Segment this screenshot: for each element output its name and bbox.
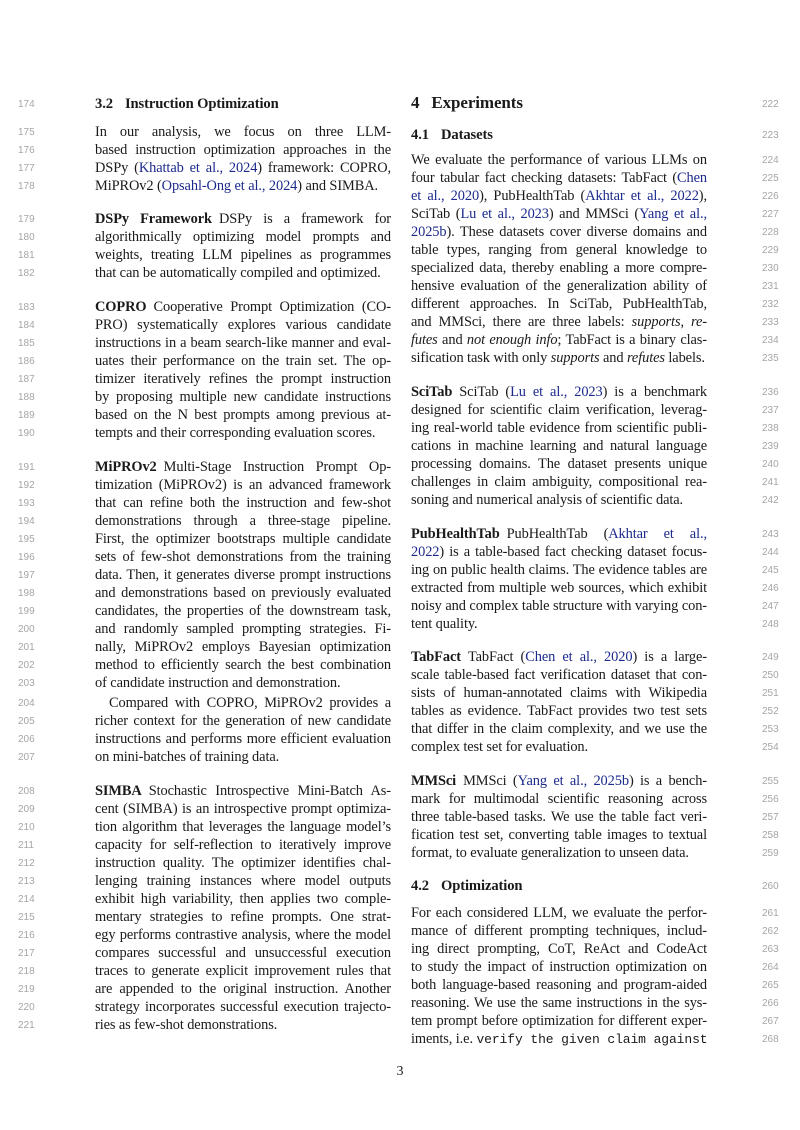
body-line: are appended to the original instruction. Another (95, 981, 391, 997)
body-line: three table-based tasks. We use the table fact veri- (411, 809, 707, 825)
body-line (411, 648, 707, 666)
body-line (95, 298, 391, 316)
body-line: ries as few-shot demonstrations. (95, 1017, 278, 1033)
line-number: 218 (18, 966, 35, 977)
body-line (95, 782, 391, 800)
body-line (411, 331, 707, 349)
body-line: cations in machine learning and natural language (411, 438, 707, 454)
text-span: ) and MMSci ( (548, 206, 640, 222)
line-number: 222 (762, 99, 779, 110)
line-number: 234 (762, 335, 779, 346)
body-line: challenges in claim ambiguity, compositional rea- (411, 474, 707, 490)
line-number: 243 (762, 529, 779, 540)
label-term: refutes (626, 350, 665, 366)
text-span: Multi-Stage Instruction Prompt Op- (163, 459, 391, 475)
text-span: Stochastic Introspective Mini-Batch As- (148, 783, 391, 799)
line-number: 246 (762, 583, 779, 594)
text-span: MiPROv2 ( (95, 178, 162, 194)
body-line: complex test set for evaluation. (411, 739, 589, 755)
section-title: Datasets (440, 127, 493, 143)
section-number: 4 (411, 93, 420, 112)
body-line: capacity for self-reflection to iteratively improve (95, 837, 391, 853)
text-span: ) is a table-based fact checking dataset focus- (439, 544, 707, 560)
body-line: soning and numerical analysis of scientific data. (411, 492, 684, 508)
text-span: ) and SIMBA. (297, 178, 379, 194)
body-line: algorithmically optimizing model prompts and (95, 229, 391, 245)
line-number: 189 (18, 410, 35, 421)
body-line (411, 383, 707, 401)
line-number: 178 (18, 181, 35, 192)
body-line: tables as evidence. TabFact provides two test sets (411, 703, 707, 719)
line-number: 205 (18, 716, 35, 727)
body-line: noisy and complex table structure with varying con- (411, 598, 707, 614)
body-line (95, 210, 391, 228)
line-number: 255 (762, 776, 779, 787)
body-line: scale table-based fact verification dataset that con- (411, 667, 707, 683)
paragraph-heading: MMSci (411, 773, 457, 789)
section-title: Experiments (431, 93, 523, 112)
text-span: SciTab ( (459, 384, 511, 400)
body-line: instructions in a beam search-like manner and eval- (95, 335, 391, 351)
line-number: 266 (762, 998, 779, 1009)
text-span: ), (698, 188, 707, 204)
body-line: For each considered LLM, we evaluate the perfor- (411, 905, 707, 921)
line-number: 240 (762, 459, 779, 470)
section-heading-3-2 (95, 95, 391, 113)
line-number: 232 (762, 299, 779, 310)
body-line (411, 543, 707, 561)
body-line: PRO) systematically explores various candidate (95, 317, 391, 333)
line-number: 202 (18, 660, 35, 671)
body-line (95, 458, 391, 476)
body-line: instruction quality. The optimizer identifies chal- (95, 855, 391, 871)
line-number: 185 (18, 338, 35, 349)
line-number: 219 (18, 984, 35, 995)
citation-link[interactable]: Lu et al., 2023 (460, 206, 549, 222)
body-line: traces to generate explicit improvement rules that (95, 963, 391, 979)
line-number: 250 (762, 670, 779, 681)
subsection-heading-4-2 (411, 877, 707, 895)
text-span: and MMSci, there are three labels: (411, 314, 632, 330)
text-span: four tabular fact checking datasets: TabFact ( (411, 170, 678, 186)
body-line: designed for scientific claim verification, leverag- (411, 402, 707, 418)
citation-link[interactable]: Khattab et al., 2024 (138, 160, 258, 176)
text-span: Cooperative Prompt Optimization (CO- (153, 299, 391, 315)
body-line: tion algorithm that leverages the language model’s (95, 819, 391, 835)
line-number: 262 (762, 926, 779, 937)
text-span: ), PubHealthTab ( (479, 188, 586, 204)
line-number: 261 (762, 908, 779, 919)
body-line (95, 159, 391, 177)
body-line (411, 1030, 707, 1049)
body-line: to study the impact of instruction optimization on (411, 959, 707, 975)
line-number: 214 (18, 894, 35, 905)
body-line: instructions and performs more efficient evaluation (95, 731, 391, 747)
body-line: by proposing multiple new candidate instructions (95, 389, 391, 405)
body-line: mentary strategies to refine prompts. One strat- (95, 909, 391, 925)
line-number: 207 (18, 752, 35, 763)
body-line: both language-based reasoning and program-aided (411, 977, 707, 993)
line-number: 196 (18, 552, 35, 563)
citation-link[interactable]: 2025b (411, 224, 447, 240)
body-line: hensive evaluation of the generalization ability of (411, 278, 707, 294)
line-number: 249 (762, 652, 779, 663)
body-line: exhibit high variability, then applies two comple- (95, 891, 391, 907)
line-number: 206 (18, 734, 35, 745)
line-number: 263 (762, 944, 779, 955)
line-number: 190 (18, 428, 35, 439)
body-line: First, the optimizer bootstraps multiple candidate (95, 531, 391, 547)
line-number: 264 (762, 962, 779, 973)
line-number: 197 (18, 570, 35, 581)
line-number: 256 (762, 794, 779, 805)
body-line (95, 177, 391, 195)
text-span: and (599, 350, 627, 366)
line-number: 230 (762, 263, 779, 274)
line-number: 194 (18, 516, 35, 527)
line-number: 244 (762, 547, 779, 558)
text-span: SciTab ( (411, 206, 461, 222)
line-number: 203 (18, 678, 35, 689)
body-line: processing domains. The dataset presents unique (411, 456, 707, 472)
body-line: richer context for the generation of new candidate (95, 713, 391, 729)
line-number: 215 (18, 912, 35, 923)
citation-link[interactable]: Akhtar et al., (608, 526, 707, 542)
paragraph-heading: SciTab (411, 384, 453, 400)
line-number: 223 (762, 130, 779, 141)
body-line: Compared with COPRO, MiPROv2 provides a (109, 695, 391, 711)
line-number: 268 (762, 1034, 779, 1045)
text-span: sification task with only (411, 350, 551, 366)
line-number: 248 (762, 619, 779, 630)
line-number: 216 (18, 930, 35, 941)
line-number: 242 (762, 495, 779, 506)
text-span: and (437, 332, 467, 348)
body-line: ing real-world table evidence from scientific publi- (411, 420, 707, 436)
line-number: 186 (18, 356, 35, 367)
line-number: 179 (18, 214, 35, 225)
line-number: 265 (762, 980, 779, 991)
body-line (411, 223, 707, 241)
line-number: 184 (18, 320, 35, 331)
citation-link[interactable]: Akhtar et al., 2022 (585, 188, 699, 204)
line-number: 235 (762, 353, 779, 364)
body-line: data. Then, it generates diverse prompt instructions (95, 567, 391, 583)
line-number: 204 (18, 698, 35, 709)
section-heading-4 (411, 94, 707, 112)
body-line (411, 187, 707, 205)
body-line: that can be automatically compiled and optimized. (95, 265, 381, 281)
body-line: mance of different prompting techniques, includ- (411, 923, 707, 939)
line-number: 208 (18, 786, 35, 797)
label-term: futes (411, 332, 438, 348)
line-number: 267 (762, 1016, 779, 1027)
line-number: 258 (762, 830, 779, 841)
body-line: ing direct prompting, CoT, ReAct and CodeAct (411, 941, 707, 957)
line-number: 220 (18, 1002, 35, 1013)
text-span: labels. (664, 350, 705, 366)
line-number: 183 (18, 302, 35, 313)
body-line: timizer iteratively refines the prompt instruction (95, 371, 391, 387)
line-number: 210 (18, 822, 35, 833)
line-number: 227 (762, 209, 779, 220)
text-span: MMSci ( (463, 773, 518, 789)
text-span: TabFact ( (467, 649, 526, 665)
subsection-heading-4-1 (411, 126, 707, 144)
body-line: that can refine both the instruction and few-shot (95, 495, 391, 511)
page-number: 3 (396, 1064, 404, 1079)
body-line: and randomly sampled prompting strategies. Fi- (95, 621, 391, 637)
text-span: ; TabFact is a binary clas- (557, 332, 707, 348)
line-number: 176 (18, 145, 35, 156)
text-span: DSPy is a framework for (218, 211, 391, 227)
section-number: 4.2 (411, 878, 429, 894)
line-number: 225 (762, 173, 779, 184)
line-number: 253 (762, 724, 779, 735)
line-number: 181 (18, 250, 35, 261)
line-number: 211 (18, 840, 34, 851)
paragraph-heading: TabFact (411, 649, 461, 665)
body-line: format, to evaluate generalization to unseen data. (411, 845, 689, 861)
body-line (411, 772, 707, 790)
body-line: of candidate instruction and demonstration. (95, 675, 341, 691)
section-title: Optimization (440, 878, 523, 894)
line-number: 233 (762, 317, 779, 328)
body-line: candidates, the properties of the downstream task, (95, 603, 391, 619)
label-term: supports (631, 314, 681, 330)
line-number: 252 (762, 706, 779, 717)
line-number: 260 (762, 881, 779, 892)
paragraph-heading: MiPROv2 (95, 459, 157, 475)
body-line: extracted from multiple web sources, which exhibit (411, 580, 707, 596)
body-line: sists of human-annotated claims with Wikipedia (411, 685, 707, 701)
line-number: 193 (18, 498, 35, 509)
label-term: supports (550, 350, 600, 366)
body-line (411, 313, 707, 331)
body-line (411, 205, 707, 223)
citation-link[interactable]: Chen et al., 2020 (525, 649, 633, 665)
line-number: 180 (18, 232, 35, 243)
body-line: tempts and their corresponding evaluation scores. (95, 425, 376, 441)
text-span: ) is a bench- (628, 773, 707, 789)
body-line: tent quality. (411, 616, 478, 632)
body-line: table types, ranging from general knowledge to (411, 242, 707, 258)
citation-link[interactable]: Chen (677, 170, 707, 186)
body-line: reasoning. We use the same instructions in the sys- (411, 995, 707, 1011)
citation-link[interactable]: Yang et al., 2025b (517, 773, 629, 789)
section-title: Instruction Optimization (124, 96, 279, 112)
line-number: 209 (18, 804, 35, 815)
body-line: strategy incorporates successful execution trajecto- (95, 999, 391, 1015)
line-number: 231 (762, 281, 779, 292)
body-line: compares successful and unsuccessful execution (95, 945, 391, 961)
text-span: , (680, 314, 692, 330)
line-number: 213 (18, 876, 35, 887)
body-line: tem prompt before optimization for different exper- (411, 1013, 707, 1029)
body-line: timization (MiPROv2) is an advanced framework (95, 477, 391, 493)
section-number: 3.2 (95, 96, 113, 112)
line-number: 182 (18, 268, 35, 279)
text-span: ). These datasets cover diverse domains and (446, 224, 707, 240)
line-number: 237 (762, 405, 779, 416)
body-line: and demonstrations based on previously evaluated (95, 585, 391, 601)
citation-link[interactable]: 2022 (411, 544, 440, 560)
body-line: different approaches. In SciTab, PubHealthTab, (411, 296, 707, 312)
body-line: nally, MiPROv2 employs Bayesian optimization (95, 639, 391, 655)
text-span: DSPy ( (95, 160, 139, 176)
line-number: 192 (18, 480, 35, 491)
body-line (411, 169, 707, 187)
body-line (411, 525, 707, 543)
line-number: 217 (18, 948, 35, 959)
line-number: 175 (18, 127, 35, 138)
line-number: 245 (762, 565, 779, 576)
body-line: weights, treating LLM pipelines as programmes (95, 247, 391, 263)
paragraph-heading: COPRO (95, 299, 147, 315)
line-number: 251 (762, 688, 779, 699)
line-number: 236 (762, 387, 779, 398)
body-line: based instruction optimization approaches in the (95, 142, 391, 158)
code-span: verify the given claim against (476, 1032, 708, 1047)
line-number: 174 (18, 99, 35, 110)
line-number: 221 (18, 1020, 35, 1031)
line-number: 198 (18, 588, 35, 599)
line-number: 201 (18, 642, 35, 653)
text-span: ) is a large- (632, 649, 707, 665)
section-number: 4.1 (411, 127, 429, 143)
line-number: 229 (762, 245, 779, 256)
body-line: sets of few-shot demonstrations from the training (95, 549, 391, 565)
body-line: mark for multimodal scientific reasoning across (411, 791, 707, 807)
line-number: 241 (762, 477, 779, 488)
label-term: not enough info (466, 332, 558, 348)
paragraph-heading: DSPy Framework (95, 211, 212, 227)
body-line: egy performs contrastive analysis, where the model (95, 927, 391, 943)
line-number: 224 (762, 155, 779, 166)
line-number: 226 (762, 191, 779, 202)
line-number: 257 (762, 812, 779, 823)
paragraph-heading: PubHealthTab (411, 526, 500, 542)
body-line: on mini-batches of training data. (95, 749, 280, 765)
line-number: 187 (18, 374, 35, 385)
citation-link[interactable]: Lu et al., 2023 (510, 384, 603, 400)
line-number: 200 (18, 624, 35, 635)
body-line: We evaluate the performance of various LLMs on (411, 152, 707, 168)
body-line: uates their performance on the train set. The op- (95, 353, 391, 369)
line-number: 259 (762, 848, 779, 859)
line-number: 238 (762, 423, 779, 434)
body-line: ing on public health claims. The evidence tables are (411, 562, 707, 578)
line-number: 188 (18, 392, 35, 403)
line-number: 212 (18, 858, 35, 869)
body-line (411, 349, 707, 367)
citation-link[interactable]: Opsahl-Ong et al., 2024 (161, 178, 298, 194)
body-line: fication test set, converting table images to textual (411, 827, 707, 843)
text-span: PubHealthTab ( (506, 526, 609, 542)
citation-link[interactable]: Yang et al., (639, 206, 707, 222)
line-number: 195 (18, 534, 35, 545)
text-span: ) is a benchmark (602, 384, 707, 400)
text-span: iments, i.e. (411, 1031, 477, 1047)
body-line: In our analysis, we focus on three LLM- (95, 124, 391, 140)
label-term: re- (691, 314, 707, 330)
body-line: cent (SIMBA) is an introspective prompt optimiza- (95, 801, 391, 817)
line-number: 199 (18, 606, 35, 617)
text-span: ) framework: COPRO, (257, 160, 391, 176)
line-number: 239 (762, 441, 779, 452)
line-number: 177 (18, 163, 35, 174)
body-line: lenging training instances where model outputs (95, 873, 391, 889)
line-number: 228 (762, 227, 779, 238)
body-line: demonstrations through a three-stage pipeline. (95, 513, 391, 529)
line-number: 247 (762, 601, 779, 612)
line-number: 191 (18, 462, 35, 473)
body-line: that differ in the claim complexity, and we use the (411, 721, 707, 737)
body-line: specialized data, thereby enabling a more compre- (411, 260, 707, 276)
line-number: 254 (762, 742, 779, 753)
paragraph-heading: SIMBA (95, 783, 142, 799)
body-line: based on the N best prompts among previous at- (95, 407, 391, 423)
body-line: method to efficiently search the best combination (95, 657, 391, 673)
citation-link[interactable]: et al., 2020 (411, 188, 480, 204)
